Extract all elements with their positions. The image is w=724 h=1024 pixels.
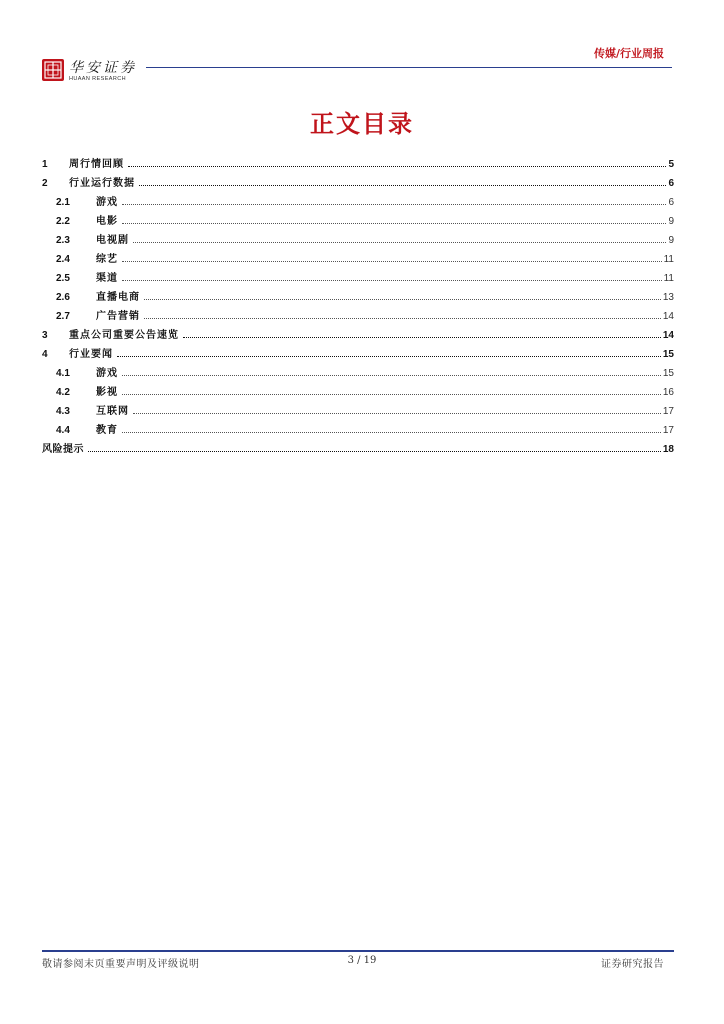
toc-entry-page: 16 xyxy=(662,387,674,398)
toc-entry-number: 4.2 xyxy=(56,387,70,398)
toc-entry-number: 2.4 xyxy=(56,254,70,265)
logo-chinese-text: 华安证券 xyxy=(69,60,137,76)
toc-dot-leader xyxy=(122,374,661,376)
toc-entry-number: 4 xyxy=(42,349,48,360)
toc-entry[interactable] xyxy=(42,322,674,341)
toc-entry-label: 行业要闻 xyxy=(69,349,113,360)
toc-entry-label: 行业运行数据 xyxy=(69,178,135,189)
toc-entry-label: 广告营销 xyxy=(96,311,140,322)
toc-entry-label: 游戏 xyxy=(96,197,118,208)
toc-entry-number: 2.2 xyxy=(56,216,70,227)
toc-entry[interactable] xyxy=(42,265,674,284)
toc-entry-page: 17 xyxy=(662,425,674,436)
toc-entry-number: 4.1 xyxy=(56,368,70,379)
toc-dot-leader xyxy=(122,431,661,433)
toc-entry-label: 互联网 xyxy=(96,406,129,417)
toc-entry[interactable] xyxy=(42,227,674,246)
toc-entry[interactable] xyxy=(42,398,674,417)
toc-entry[interactable] xyxy=(42,246,674,265)
toc-entry-label: 直播电商 xyxy=(96,292,140,303)
toc-entry-label: 教育 xyxy=(96,425,118,436)
toc-entry-label: 周行情回顾 xyxy=(69,159,124,170)
toc-dot-leader xyxy=(88,450,661,452)
footer-disclaimer: 敬请参阅末页重要声明及评级说明 xyxy=(42,959,200,970)
toc-entry[interactable] xyxy=(42,170,674,189)
toc-entry[interactable] xyxy=(42,379,674,398)
toc-entry-page: 14 xyxy=(662,330,674,341)
toc-entry-page: 6 xyxy=(668,197,674,208)
toc-entry-number: 3 xyxy=(42,330,48,341)
toc-dot-leader xyxy=(133,241,666,243)
logo-english-text: HUAAN RESEARCH xyxy=(69,76,126,82)
toc-entry-page: 14 xyxy=(662,311,674,322)
toc-entry[interactable] xyxy=(42,151,674,170)
toc-entry-page: 9 xyxy=(668,235,674,246)
toc-dot-leader xyxy=(122,260,662,262)
toc-dot-leader xyxy=(122,393,661,395)
toc-dot-leader xyxy=(144,298,661,300)
toc-entry-label: 综艺 xyxy=(96,254,118,265)
toc-entry[interactable] xyxy=(42,208,674,227)
toc-entry-number: 2.7 xyxy=(56,311,70,322)
toc-dot-leader xyxy=(128,165,666,167)
toc-dot-leader xyxy=(122,279,662,281)
toc-entry-page: 11 xyxy=(663,273,674,284)
toc-entry[interactable] xyxy=(42,303,674,322)
company-logo xyxy=(42,57,142,87)
toc-dot-leader xyxy=(183,336,661,338)
toc-dot-leader xyxy=(117,355,661,357)
toc-entry[interactable] xyxy=(42,341,674,360)
toc-entry[interactable] xyxy=(42,284,674,303)
table-of-contents xyxy=(42,151,674,455)
toc-entry-number: 2.3 xyxy=(56,235,70,246)
page-title: 正文目录 xyxy=(310,110,414,138)
toc-entry-number: 1 xyxy=(42,159,48,170)
toc-entry-page: 18 xyxy=(662,444,674,455)
toc-entry-page: 9 xyxy=(668,216,674,227)
logo-seal-icon xyxy=(42,59,64,81)
toc-entry[interactable] xyxy=(42,417,674,436)
toc-entry-label: 渠道 xyxy=(96,273,118,284)
toc-entry-page: 11 xyxy=(663,254,674,265)
toc-entry-label: 影视 xyxy=(96,387,118,398)
toc-entry-number: 2.1 xyxy=(56,197,70,208)
toc-entry-number: 4.3 xyxy=(56,406,70,417)
toc-dot-leader xyxy=(122,222,666,224)
toc-entry[interactable] xyxy=(42,436,674,455)
toc-entry[interactable] xyxy=(42,360,674,379)
toc-entry-label: 风险提示 xyxy=(42,444,84,455)
toc-entry-label: 重点公司重要公告速览 xyxy=(69,330,179,341)
toc-dot-leader xyxy=(122,203,666,205)
toc-entry-label: 电视剧 xyxy=(96,235,129,246)
toc-entry[interactable] xyxy=(42,189,674,208)
toc-entry-page: 6 xyxy=(668,178,674,189)
page-number: 3 / 19 xyxy=(347,955,377,966)
toc-entry-number: 2 xyxy=(42,178,48,189)
toc-entry-page: 13 xyxy=(662,292,674,303)
toc-entry-number: 4.4 xyxy=(56,425,70,436)
toc-entry-label: 电影 xyxy=(96,216,118,227)
toc-entry-page: 5 xyxy=(668,159,674,170)
report-category: 传媒/行业周报 xyxy=(593,47,664,60)
toc-entry-number: 2.6 xyxy=(56,292,70,303)
toc-dot-leader xyxy=(139,184,666,186)
toc-entry-label: 游戏 xyxy=(96,368,118,379)
toc-dot-leader xyxy=(133,412,661,414)
toc-entry-page: 15 xyxy=(662,368,674,379)
header-rule xyxy=(146,67,672,68)
toc-dot-leader xyxy=(144,317,661,319)
toc-entry-number: 2.5 xyxy=(56,273,70,284)
toc-entry-page: 17 xyxy=(662,406,674,417)
footer-doc-type: 证券研究报告 xyxy=(601,959,664,970)
toc-entry-page: 15 xyxy=(662,349,674,360)
footer-rule xyxy=(42,950,674,952)
